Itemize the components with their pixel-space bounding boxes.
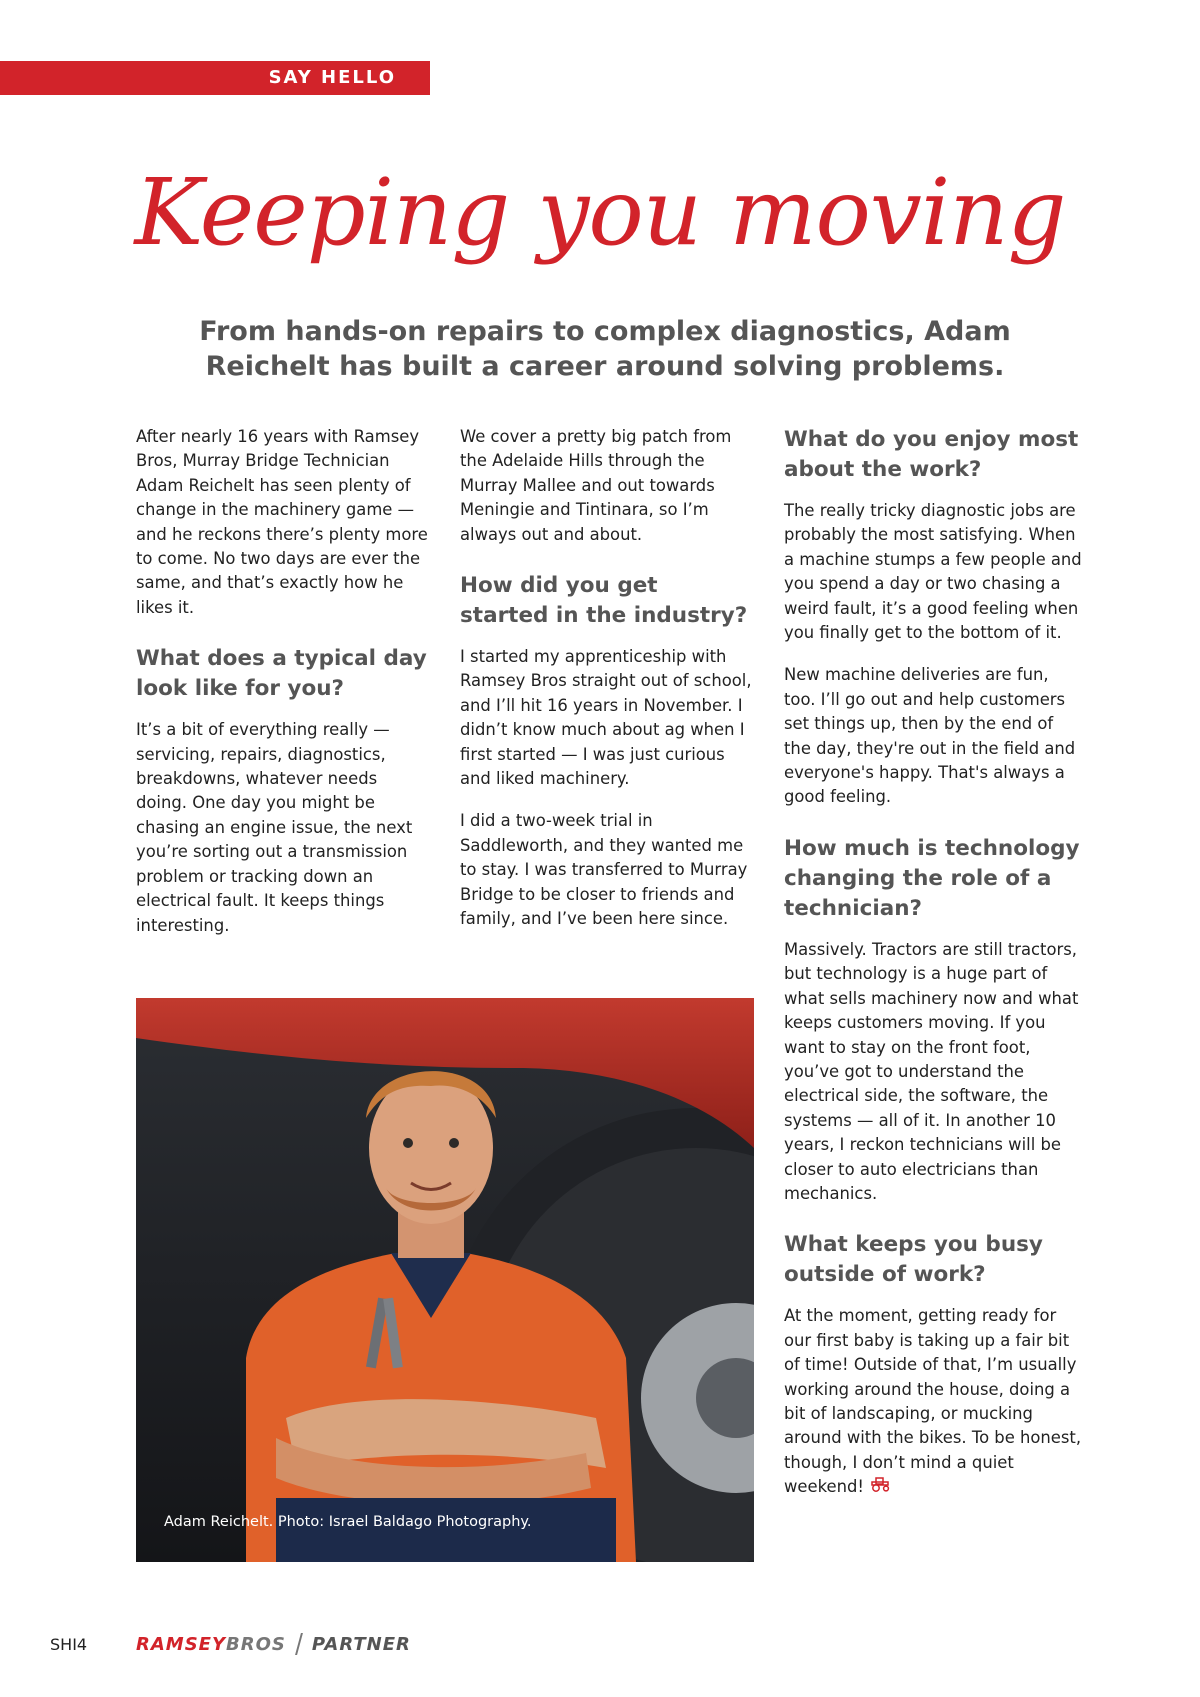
photo-illustration: [136, 998, 754, 1562]
photo-caption: Adam Reichelt. Photo: Israel Baldago Photography.: [164, 1514, 532, 1530]
article-column-3: [784, 425, 1084, 1518]
page-subtitle: From hands-on repairs to complex diagnostics, Adam Reichelt has built a career around solving problems.: [199, 316, 1011, 382]
answer-typical-day: It’s a bit of everything really — servicing, repairs, diagnostics, breakdowns, whatever needs doing. One day you might be chasing an engine issue, the next you’re sorting out a transmission problem or tracking down an electrical fault. It keeps things interesting.: [136, 720, 413, 935]
brand-logo-secondary: BROS: [226, 1633, 286, 1655]
technician-photo: [136, 998, 754, 1562]
answer-enjoy-most-2: New machine deliveries are fun, too. I’ll go out and help customers set things up, then by the end of the day, they're out in the field and everyone's happy. That's always a good feeling.: [784, 665, 1076, 807]
tractor-icon: [870, 1475, 892, 1499]
page-number: SHI4: [50, 1634, 88, 1654]
coverage-paragraph: We cover a pretty big patch from the Adelaide Hills through the Murray Mallee and out towards Meningie and Tintinara, so I’m always out and about.: [460, 427, 732, 544]
answer-outside-work-wrap: [784, 1304, 1084, 1500]
answer-technology: Massively. Tractors are still tractors, but technology is a huge part of what sells machinery now and what keeps customers moving. If you want to stay on the front foot, you’ve got to understand the electrical side, the software, the systems — all of it. In another 10 years, I reckon technicians will be closer to auto electricians than mechanics.: [784, 939, 1079, 1203]
answer-getting-started-1: I started my apprenticeship with Ramsey Bros straight out of school, and I’ll hit 16 years in November. I didn’t know much about ag when I first started — I was just curious and liked machinery.: [460, 647, 752, 789]
brand-logo-primary: RAMSEY: [136, 1633, 226, 1655]
answer-enjoy-most-1: The really tricky diagnostic jobs are probably the most satisfying. When a machine stumps a few people and you spend a day or two chasing a weird fault, it’s a good feeling when you finally get to the bottom of it.: [784, 501, 1082, 643]
intro-paragraph: After nearly 16 years with Ramsey Bros, Murray Bridge Technician Adam Reichelt has seen plenty of change in the machinery game — and he reckons there’s plenty more to come. No two days are ever the same, and that’s exactly how he likes it.: [136, 427, 428, 617]
brand-logo-partner: PARTNER: [311, 1633, 411, 1655]
question-enjoy-most: What do you enjoy most about the work?: [784, 427, 1079, 482]
question-getting-started: How did you get started in the industry?: [460, 573, 748, 629]
article-column-1: [136, 425, 428, 956]
question-outside-work: What keeps you busy outside of work?: [784, 1232, 1043, 1288]
question-technology: How much is technology changing the role of a technician?: [784, 835, 1080, 921]
footer-divider: [295, 1633, 303, 1655]
article-column-2: [460, 425, 752, 950]
page-footer: [50, 1632, 650, 1656]
answer-getting-started-2: I did a two-week trial in Saddleworth, and they wanted me to stay. I was transferred to Murray Bridge to be closer to friends and family, and I’ve been here since.: [460, 811, 748, 929]
page-title: Keeping you moving: [134, 159, 1066, 266]
answer-outside-work: At the moment, getting ready for our first baby is taking up a fair bit of time! Outside of that, I’m usually working around the house, doing a bit of landscaping, or mucking around with the bikes. To be honest, though, I don’t mind a quiet weekend!: [784, 1306, 1082, 1497]
question-typical-day: What does a typical day look like for you?: [136, 646, 427, 702]
section-tag: SAY HELLO: [0, 61, 430, 95]
